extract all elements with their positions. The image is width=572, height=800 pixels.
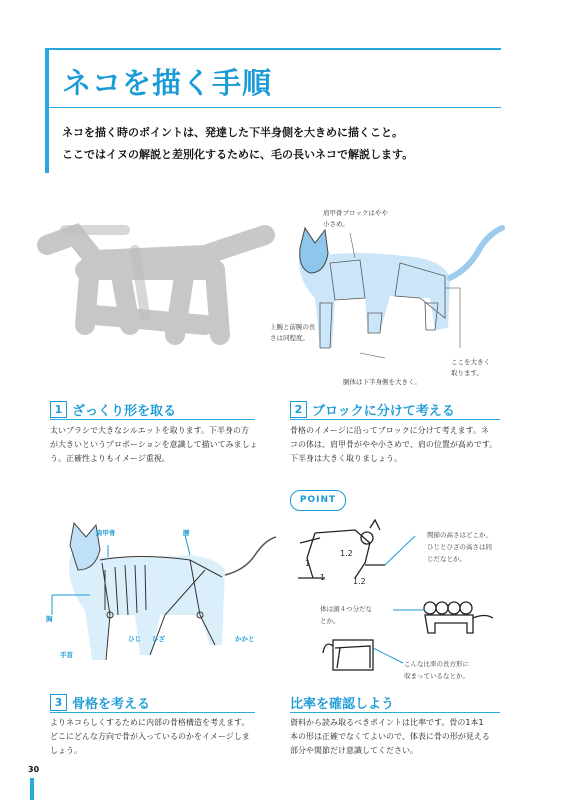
step-1-title: ざっくり形を取る [72, 404, 177, 419]
point-rect-2: 収まっているなとか。 [404, 672, 469, 680]
step-1-heading [50, 400, 176, 419]
step-3-underline [50, 712, 255, 713]
step-2-number: 2 [290, 401, 307, 418]
ratio-title: 比率を確認しよう [290, 697, 395, 712]
step-3-body: よりネコらしくするために内部の骨格構造を考えます。 どこにどんな方向で骨が入っているのかをイメージしま しょう。 [50, 718, 250, 755]
point-torso-1: 体は頭４つ分だな [320, 605, 372, 613]
step-1-number: 1 [50, 401, 67, 418]
step-1-underline [50, 419, 255, 420]
bone-label-pelvis: 腰 [183, 529, 190, 537]
silhouette-sketch [35, 215, 275, 375]
bone-label-wrist: 手首 [60, 651, 73, 659]
ratio-body: 資料から読み取るべきポイントは比率です。骨の1本1 本の形は正確でなくてよいので、体表に骨の形が見える 部分や関節だけ意識してください。 [290, 718, 490, 755]
page-number: 30 [28, 765, 40, 774]
page-accent-bar [30, 778, 34, 800]
ratio-heading [290, 693, 394, 712]
step-3-heading [50, 693, 150, 712]
point-joints-1: 関節の高さはどこか、 [427, 531, 492, 539]
intro-line-1: ネコを描く時のポイントは、発達した下半身側を大きめに描くこと。 [62, 126, 403, 139]
annotation-scapula-1: 肩甲骨ブロックはやや [323, 209, 388, 217]
ratio-label-3: 1 [320, 573, 326, 582]
point-joints-3: じだなとか。 [427, 555, 466, 563]
point-torso-2: とか。 [320, 617, 340, 625]
ratio-underline [290, 712, 500, 713]
annotation-torso: 胴体は下半身側を大きく。 [343, 378, 421, 386]
step-2-body: 骨格のイメージに沿ってブロックに分けて考えます。ネ コの体は、肩甲骨がやや小さめで、肩の位置が高めです。 下半身は大きく取りましょう。 [290, 426, 498, 463]
ratio-label-2: 1 [305, 559, 311, 568]
step-3-number: 3 [50, 694, 67, 711]
ratio-label-4: 1.2 [353, 577, 366, 586]
step-1-body: 太いブラシで大きなシルエットを取ります。下半身の方 が大きいというプロポーションを意識して描いてみましょ う。正確性よりもイメージ重視。 [50, 426, 258, 463]
skeleton-cat-drawing [40, 515, 280, 680]
bone-label-knee: ひざ [152, 635, 165, 643]
point-badge: POINT [290, 490, 346, 511]
point-rect-1: こんな比率の長方形に [404, 660, 469, 668]
bone-label-scapula: 肩甲骨 [96, 529, 116, 537]
annotation-here-2: 取ります。 [451, 369, 483, 377]
step-2-title: ブロックに分けて考える [312, 404, 455, 419]
annotation-arm-2: さは同程度。 [270, 334, 309, 342]
bone-label-elbow: ひじ [128, 635, 141, 643]
block-cat-drawing [270, 218, 520, 378]
annotation-arm-1: 上腕と前腕の長 [270, 323, 316, 331]
point-joints-2: ひじとひざの高さは同 [427, 543, 492, 551]
intro-line-2: ここではイヌの解説と差別化するために、毛の長いネコで解説します。 [62, 148, 414, 161]
ratio-label-1: 1.2 [340, 549, 353, 558]
step-3-title: 骨格を考える [72, 697, 151, 712]
annotation-here-1: ここを大きく [451, 358, 490, 366]
bone-label-heel: かかと [235, 635, 255, 643]
step-2-heading [290, 400, 455, 419]
step-2-underline [290, 419, 500, 420]
bone-label-chest: 胸 [46, 615, 53, 623]
page-title: ネコを描く手順 [62, 66, 273, 100]
annotation-scapula-2: 小さめ。 [323, 220, 349, 228]
